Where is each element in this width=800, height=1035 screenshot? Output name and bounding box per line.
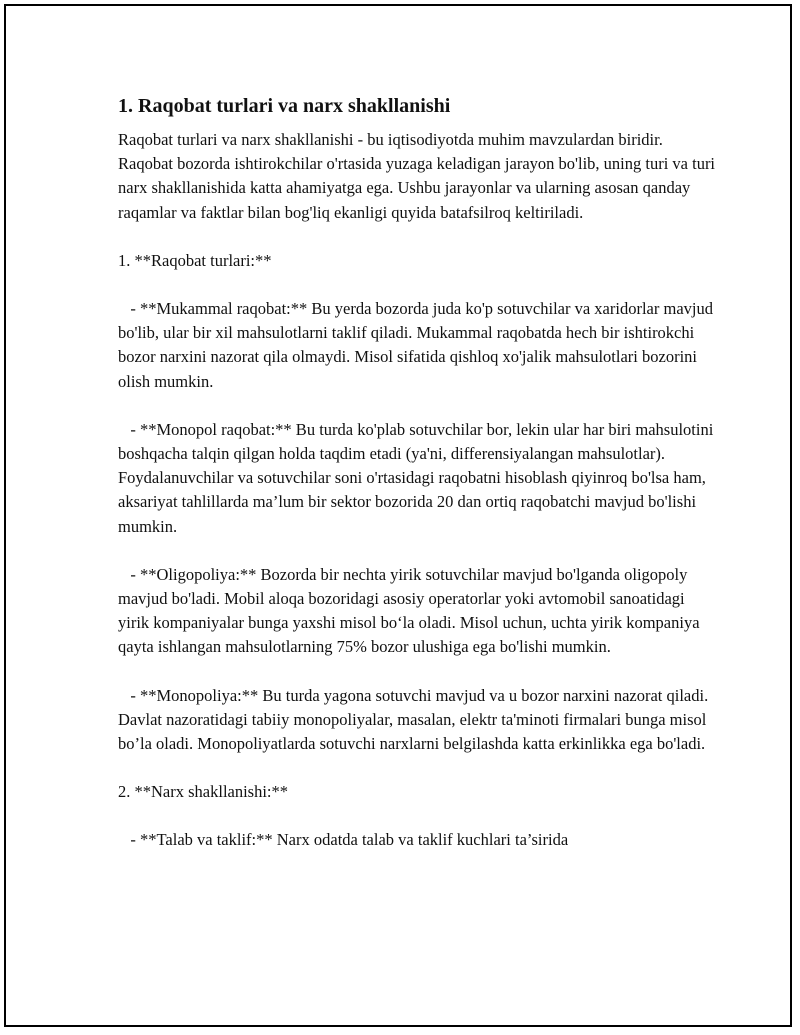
- oligopoly-paragraph: - **Oligopoliya:** Bozorda bir nechta yirik sotuvchilar mavjud bo'lganda oligopoly mavjud bo'ladi. Mobil aloqa bozoridagi asosiy operatorlar yoki avtomobil sanoatidagi yirik kompaniyalar bunga yaxshi misol bo‘la oladi. Misol uchun, uchta yirik kompaniya qayta ishlangan mahsulotlarning 75% bozor ulushiga ega bo'lishi mumkin.: [118, 564, 704, 657]
- section-heading-price-formation: 2. **Narx shakllanishi:**: [118, 782, 289, 802]
- supply-demand-paragraph: - **Talab va taklif:** Narx odatda talab va taklif kuchlari ta’sirida: [118, 830, 569, 850]
- section-heading-competition-types: 1. **Raqobat turlari:**: [118, 250, 272, 270]
- document-title: 1. Raqobat turlari va narx shakllanishi: [118, 95, 451, 117]
- perfect-competition-paragraph: - **Mukammal raqobat:** Bu yerda bozorda juda ko'p sotuvchilar va xaridorlar mavjud bo'lib, ular bir xil mahsulotlarni taklif qiladi. Mukammal raqobatda hech bir ishtirokchi bozor narxini nazorat qila olmaydi. Misol sifatida qishloq xo'jalik mahsulotlari bozorini olish mumkin.: [118, 299, 718, 391]
- intro-paragraph: Raqobat turlari va narx shakllanishi - bu iqtisodiyotda muhim mavzulardan biridir. Raqobat bozorda ishtirokchilar o'rtasida yuzaga keladigan jarayon bo'lib, uning turi va turi narx shakllanishida katta ahamiyatga ega. Ushbu jarayonlar va ularning asosan qanday raqamlar va faktlar bilan bog'liq ekanligi quyida batafsilroq keltiriladi.: [118, 130, 720, 222]
- document-body: [118, 92, 718, 877]
- monopolistic-competition-paragraph: - **Monopol raqobat:** Bu turda ko'plab sotuvchilar bor, lekin ular har biri mahsulotini boshqacha talqin qilgan holda taqdim etadi (ya'ni, differensiyalangan mahsulotlar). Foydalanuvchilar va sotuvchilar soni o'rtasidagi raqobatni hisoblash qiyinroq bo'lsa ham, aksariyat tahlillarda ma’lum bir sektor bozorida 20 dan ortiq raqobatchi mavjud bo'lishi mumkin.: [118, 419, 718, 536]
- monopoly-paragraph: - **Monopoliya:** Bu turda yagona sotuvchi mavjud va u bozor narxini nazorat qiladi. Davlat nazoratidagi tabiiy monopoliyalar, masalan, elektr ta'minoti firmalari bunga misol bo’la oladi. Monopoliyatlarda sotuvchi narxlarni belgilashda katta erkinlikka ega bo'ladi.: [118, 685, 713, 754]
